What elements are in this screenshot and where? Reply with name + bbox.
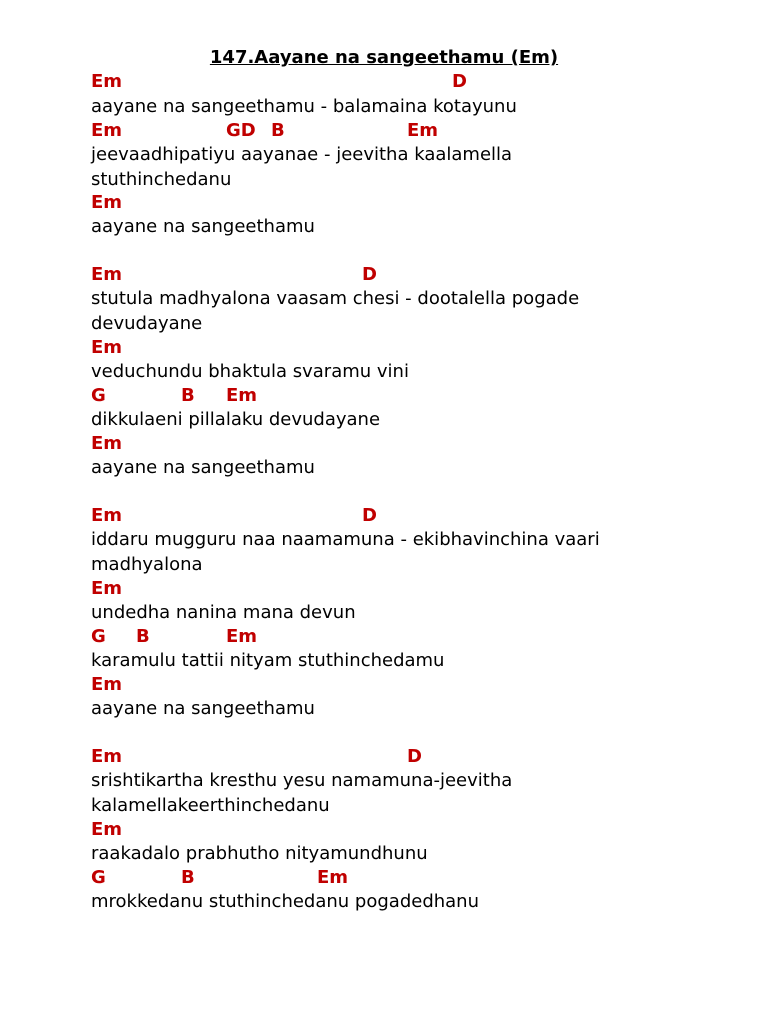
chord: Em [91, 192, 123, 213]
chord-line [91, 673, 711, 697]
chord: D [362, 505, 377, 526]
chord: Em [226, 385, 258, 406]
chord: Em [317, 867, 349, 888]
chord: Em [407, 120, 439, 141]
chord-line [91, 119, 711, 143]
chord: Em [91, 746, 123, 767]
song-title: 147.Aayane na sangeethamu (Em) [209, 47, 559, 68]
chord: B [271, 120, 285, 141]
chord: Em [91, 120, 123, 141]
lyric-line: aayane na sangeethamu [91, 698, 315, 719]
chord: D [362, 264, 377, 285]
chord-line [91, 866, 711, 890]
lyric-line: kalamellakeerthinchedanu [91, 795, 330, 816]
lyric-line: aayane na sangeethamu [91, 216, 315, 237]
lyric-line: aayane na sangeethamu - balamaina kotayunu [91, 96, 517, 117]
chord: Em [91, 264, 123, 285]
lyric-line: aayane na sangeethamu [91, 457, 315, 478]
chord: B [181, 867, 195, 888]
lyric-line: mrokkedanu stuthinchedanu pogadedhanu [91, 891, 479, 912]
chord: GD [226, 120, 256, 141]
chord: B [181, 385, 195, 406]
lyric-line: raakadalo prabhutho nityamundhunu [91, 843, 428, 864]
chord: G [91, 867, 106, 888]
chord: Em [91, 433, 123, 454]
chord: D [452, 71, 467, 92]
lyric-line: dikkulaeni pillalaku devudayane [91, 409, 381, 430]
lyric-line: madhyalona [91, 554, 203, 575]
chord-line [91, 818, 711, 842]
chord-line [91, 263, 711, 287]
chord-line [91, 384, 711, 408]
chord: Em [91, 674, 123, 695]
chord: G [91, 626, 106, 647]
chord: Em [91, 578, 123, 599]
lyric-line: stutula madhyalona vaasam chesi - dootalella pogade [91, 288, 580, 309]
lyric-line: karamulu tattii nityam stuthinchedamu [91, 650, 445, 671]
chord: G [91, 385, 106, 406]
chord-line [91, 745, 711, 769]
chord: Em [226, 626, 258, 647]
chord: Em [91, 505, 123, 526]
chord: B [136, 626, 150, 647]
lyric-line: devudayane [91, 313, 203, 334]
chord: Em [91, 71, 123, 92]
chord: Em [91, 819, 123, 840]
lyric-line: iddaru mugguru naa naamamuna - ekibhavinchina vaari [91, 529, 600, 550]
chord-line [91, 625, 711, 649]
chord-line [91, 336, 711, 360]
lyric-line: srishtikartha kresthu yesu namamuna-jeevitha [91, 770, 513, 791]
chord: Em [91, 337, 123, 358]
chord-line [91, 191, 711, 215]
chord-line [91, 70, 711, 94]
chord-line [91, 504, 711, 528]
lyric-line: veduchundu bhaktula svaramu vini [91, 361, 409, 382]
chord: D [407, 746, 422, 767]
lyric-line: undedha nanina mana devun [91, 602, 356, 623]
chord-line [91, 577, 711, 601]
chord-line [91, 432, 711, 456]
lyric-line: jeevaadhipatiyu aayanae - jeevitha kaalamella [91, 144, 513, 165]
lyric-line: stuthinchedanu [91, 169, 232, 190]
